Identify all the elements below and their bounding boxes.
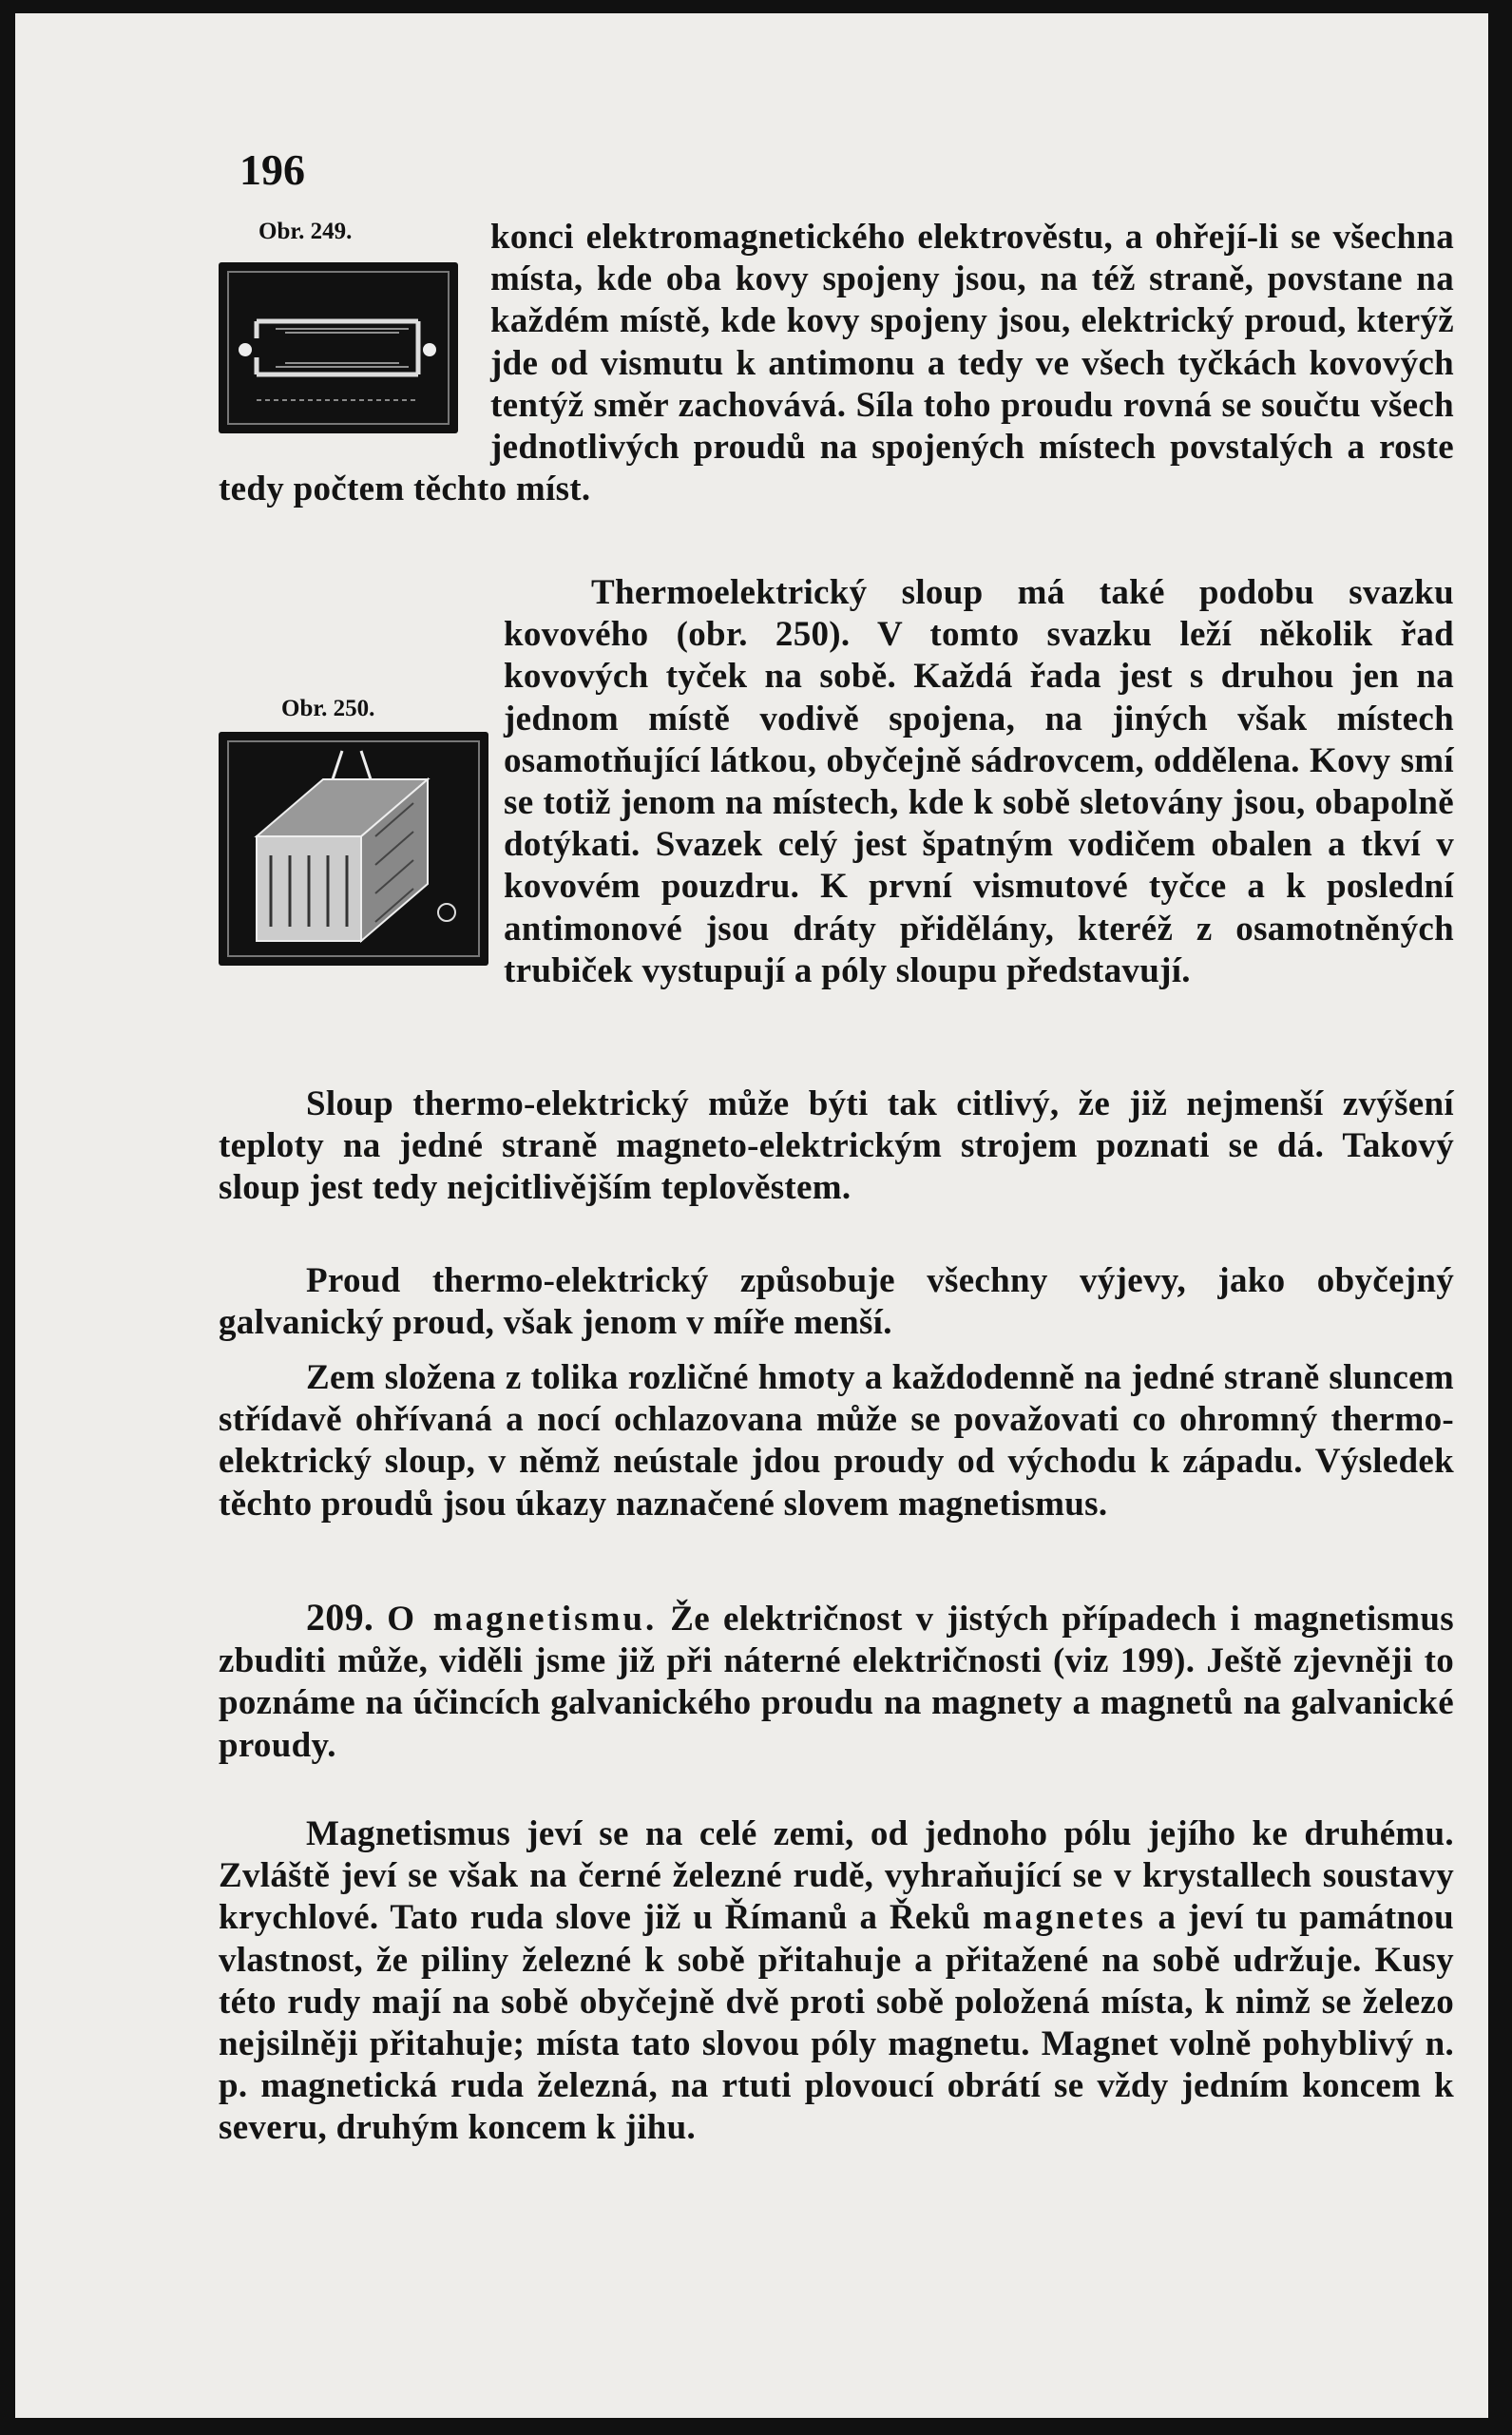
paragraph-3: Sloup thermo-elektrický může býti tak citlivý, že již nejmenší zvýšení teploty na jedné straně magneto-elektrickým strojem poznati se dá. Takový sloup jest tedy nejcitlivějším teplověstem. — [219, 1084, 1454, 1208]
paragraph-2 — [219, 572, 1454, 1072]
section-body: Že električnost v jistých případech i magnetismus zbuditi může, viděli jsme již při náterné električnosti (viz 199). Ještě zjevněji to poznáme na účincích galvanického proudu na magnety a magnetů na galvanické proudy. — [219, 1600, 1455, 1765]
figure-249-caption: Obr. 249. — [258, 219, 353, 244]
section-number: 209. — [306, 1596, 374, 1639]
paragraph-1-text: konci elektromagnetického elektrověstu, a ohřejí-li se všechna místa, kde oba kovy spojeny jsou, na též straně, povstane na každém místě, kde kovy spojeny jsou, elektrický proud, kterýž jde od vismutu k antimonu a tedy ve všech tyčkách kovových tentýž směr zachovává. Síla toho proudu rovná se součtu všech jednotlivých proudů na spojených místech povstalých a roste tedy počtem těchto míst. — [219, 218, 1454, 509]
paragraph-4: Proud thermo-elektrický způsobuje všechny výjevy, jako obyčejný galvanický proud, však jenom v míře menší. — [219, 1261, 1454, 1343]
paragraph-5: Zem složena z tolika rozličné hmoty a každodenně na jedné straně sluncem střídavě ohřívaná a nocí ochlazovana může se považovati co ohromný thermo-elektrický sloup, v němž neústale jdou proudy od východu k západu. Výsledek těchto proudů jsou úkazy naznačené slovem magnetismus. — [219, 1358, 1454, 1524]
section-title: O magnetismu. — [387, 1600, 658, 1639]
paragraph-magnetismus — [219, 1813, 1454, 2150]
section-209 — [219, 1597, 1454, 1767]
figure-250-caption: Obr. 250. — [281, 696, 375, 721]
paragraph-2-text: Thermoelektrický sloup má také podobu svazku kovového (obr. 250). V tomto svazku leží několik řad kovových tyček na sobě. Každá řada jest s druhou jen na jednom místě vodivě spojena, na jiných však místech osamotňující látkou, obyčejně sádrovcem, oddělena. Kovy smí se totiž jenom na místech, kde k sobě sletovány jsou, obapolně dotýkati. Svazek celý jest špatným vodičem obalen a tkví v kovovém pouzdru. K první vismutové tyčce a k poslední antimonové jsou dráty přidělány, kteréž z osamotněných trubiček vystupují a póly sloupu představují. — [504, 573, 1454, 990]
term-magnetes: magnetes — [982, 1898, 1146, 1938]
page-number: 196 — [239, 145, 305, 194]
book-page — [15, 13, 1488, 2418]
closing-text-before: Magnetismus jeví se na celé zemi, od jednoho pólu jejího ke druhému. Zvláště jeví se však na černé železné rudě, vyhraňující se v krystallech soustavy krychlové. Tato ruda slove již u Římanů a Řeků — [219, 1814, 1454, 1938]
paragraph-1 — [219, 217, 1454, 510]
closing-text-after: a jeví tu památnou vlastnost, že piliny železné k sobě přitahuje a přitažené na sobě udržuje. Kusy této rudy mají na sobě obyčejně dvě proti sobě položená místa, k nimž se železo nejsilněji přitahuje; místa tato slovou póly magnetu. Magnet volně pohyblivý n. p. magnetická ruda železná, na rtuti plovoucí obrátí se vždy jedním koncem k severu, druhým koncem k jihu. — [219, 1898, 1454, 2148]
